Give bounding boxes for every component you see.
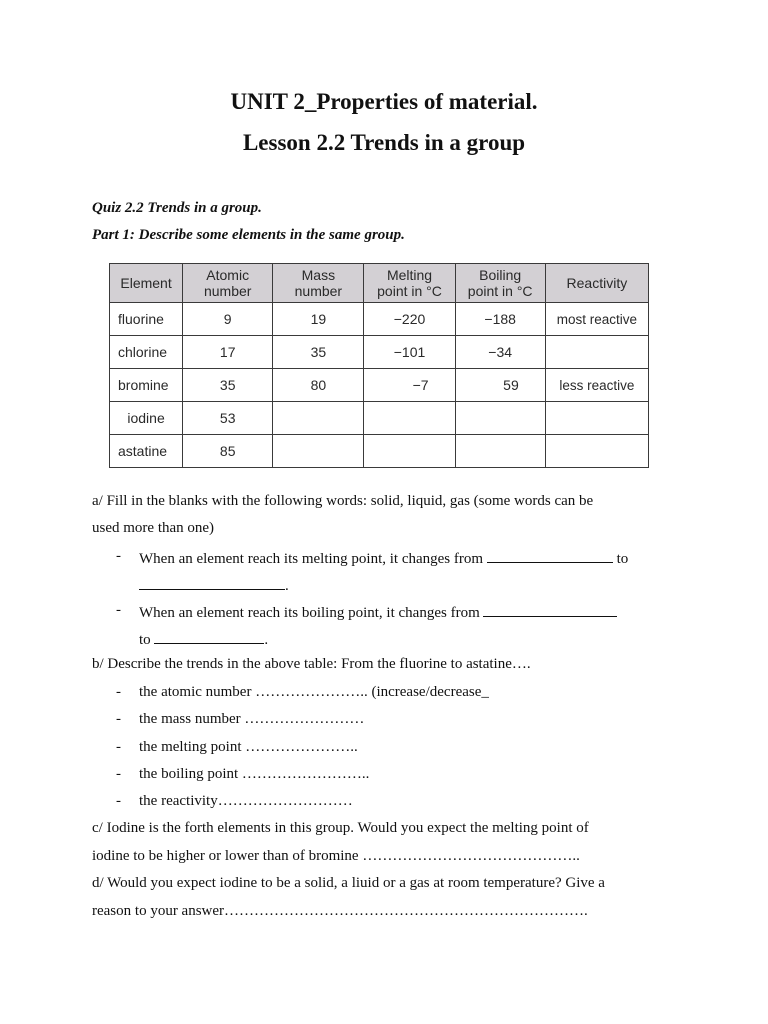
melting-to-word: to xyxy=(616,551,629,567)
bullet-dash: - xyxy=(116,602,121,618)
cell-element: astatine xyxy=(110,435,183,468)
cell-mass-number: 80 xyxy=(273,369,364,402)
melting-question-cont xyxy=(139,575,289,595)
boiling-to-blank[interactable] xyxy=(154,629,264,644)
trend-reactivity[interactable]: the reactivity……………………… xyxy=(139,793,353,809)
elements-table xyxy=(109,263,649,468)
boiling-question xyxy=(139,602,617,622)
cell-reactivity[interactable] xyxy=(545,435,648,468)
melting-from-blank[interactable] xyxy=(487,548,613,563)
trend-boiling-point[interactable]: the boiling point …………………….. xyxy=(139,766,370,782)
cell-reactivity[interactable] xyxy=(545,402,648,435)
cell-melting-point[interactable] xyxy=(364,402,455,435)
cell-atomic-number: 9 xyxy=(183,303,273,336)
header-element: Element xyxy=(110,264,183,303)
part-d-answer-line[interactable]: reason to your answer………………………………………………………………. xyxy=(92,903,588,919)
cell-element: iodine xyxy=(110,402,183,435)
cell-boiling-point: −34 xyxy=(455,336,545,369)
trend-mass-number[interactable]: the mass number …………………… xyxy=(139,711,365,727)
bullet-dash: - xyxy=(116,766,121,782)
table-row xyxy=(110,369,649,402)
unit-title: UNIT 2_Properties of material. xyxy=(230,89,538,114)
header-mass-number: Mass number xyxy=(273,264,364,303)
part-b-intro: b/ Describe the trends in the above table: From the fluorine to astatine…. xyxy=(92,656,531,672)
cell-reactivity[interactable] xyxy=(545,336,648,369)
part-c-answer-line[interactable]: iodine to be higher or lower than of bromine …………………………………….. xyxy=(92,848,580,864)
period: . xyxy=(285,578,289,594)
cell-boiling-point: −188 xyxy=(455,303,545,336)
period: . xyxy=(264,632,269,648)
part1-heading: Part 1: Describe some elements in the same group. xyxy=(92,227,405,243)
part-a-instruction-cont: used more than one) xyxy=(92,520,215,536)
part-c-question: c/ Iodine is the forth elements in this group. Would you expect the melting point of xyxy=(92,820,589,836)
cell-boiling-point[interactable] xyxy=(455,435,545,468)
table-row xyxy=(110,402,649,435)
boiling-from-blank[interactable] xyxy=(483,602,617,617)
cell-melting-point[interactable] xyxy=(364,435,455,468)
boiling-question-text: When an element reach its boiling point, it changes from xyxy=(139,605,480,621)
trend-atomic-number[interactable]: the atomic number ………………….. (increase/decrease_ xyxy=(139,684,489,700)
cell-atomic-number: 35 xyxy=(183,369,273,402)
bullet-dash: - xyxy=(116,548,121,564)
cell-atomic-number: 85 xyxy=(183,435,273,468)
header-boiling-point: Boiling point in °C xyxy=(455,264,545,303)
melting-question xyxy=(139,548,628,568)
melting-question-text: When an element reach its melting point, it changes from xyxy=(139,551,484,567)
trend-melting-point[interactable]: the melting point ………………….. xyxy=(139,739,358,755)
table-row xyxy=(110,336,649,369)
cell-element: fluorine xyxy=(110,303,183,336)
quiz-title: Quiz 2.2 Trends in a group. xyxy=(92,200,262,216)
table-header-row xyxy=(110,264,649,303)
cell-melting-point: −101 xyxy=(364,336,455,369)
cell-reactivity: less reactive xyxy=(545,369,648,402)
cell-element: bromine xyxy=(110,369,183,402)
cell-element: chlorine xyxy=(110,336,183,369)
part-a-instruction: a/ Fill in the blanks with the following words: solid, liquid, gas (some words can be xyxy=(92,493,594,509)
boiling-to-word: to xyxy=(139,632,151,648)
bullet-dash: - xyxy=(116,711,121,727)
cell-boiling-point: 59 xyxy=(455,369,545,402)
header-melting-point: Melting point in °C xyxy=(364,264,455,303)
cell-mass-number: 19 xyxy=(273,303,364,336)
cell-reactivity: most reactive xyxy=(545,303,648,336)
bullet-dash: - xyxy=(116,684,121,700)
melting-to-blank[interactable] xyxy=(139,575,285,590)
cell-mass-number: 35 xyxy=(273,336,364,369)
cell-mass-number[interactable] xyxy=(273,402,364,435)
boiling-question-cont xyxy=(139,629,268,649)
cell-atomic-number: 17 xyxy=(183,336,273,369)
table-row xyxy=(110,303,649,336)
bullet-dash: - xyxy=(116,793,121,809)
table-row xyxy=(110,435,649,468)
header-atomic-number: Atomic number xyxy=(183,264,273,303)
cell-boiling-point[interactable] xyxy=(455,402,545,435)
cell-melting-point: −220 xyxy=(364,303,455,336)
bullet-dash: - xyxy=(116,739,121,755)
part-d-question: d/ Would you expect iodine to be a solid, a liuid or a gas at room temperature? Give a xyxy=(92,875,605,891)
cell-melting-point: −7 xyxy=(364,369,455,402)
cell-mass-number[interactable] xyxy=(273,435,364,468)
lesson-title: Lesson 2.2 Trends in a group xyxy=(242,130,526,155)
cell-atomic-number: 53 xyxy=(183,402,273,435)
header-reactivity: Reactivity xyxy=(545,264,648,303)
